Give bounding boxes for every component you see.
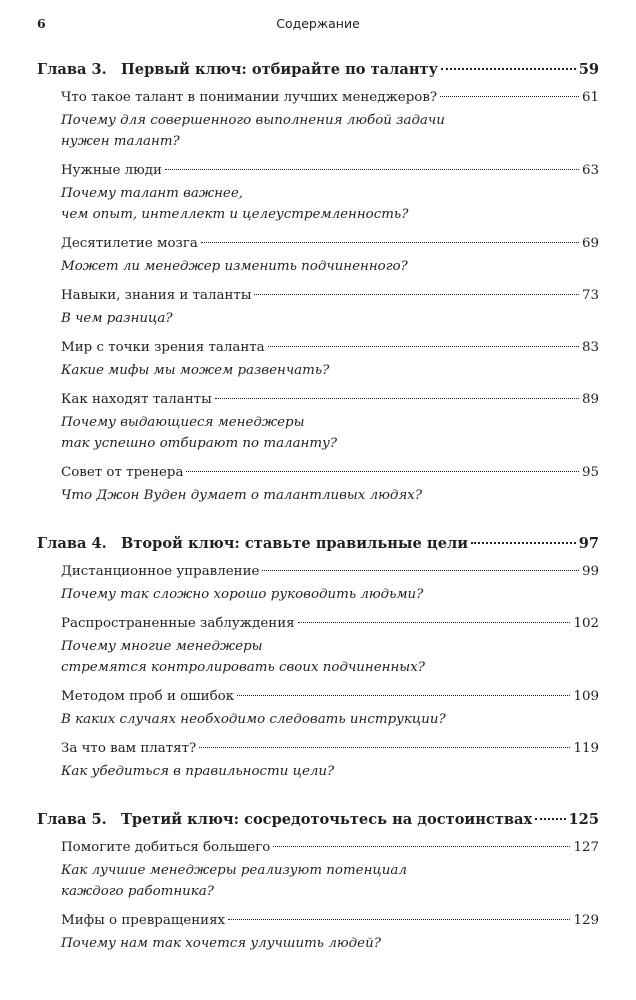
toc-entry[interactable] bbox=[37, 388, 599, 454]
page-number: 6 bbox=[37, 16, 46, 31]
entry-subtitle: Почему талант важнее, чем опыт, интеллект и целеустремленность? bbox=[61, 186, 409, 222]
entry-line bbox=[61, 86, 599, 110]
entry-page-number: 69 bbox=[581, 236, 599, 251]
toc-entry[interactable] bbox=[37, 336, 599, 381]
entry-page-number: 129 bbox=[573, 913, 599, 928]
entry-line bbox=[61, 336, 599, 360]
toc-chapter bbox=[37, 58, 599, 506]
chapter-page-number: 59 bbox=[578, 61, 599, 78]
table-of-contents bbox=[37, 58, 599, 980]
entry-subtitle: Почему многие менеджеры стремятся контролировать своих подчиненных? bbox=[61, 639, 425, 675]
dot-leader bbox=[165, 169, 579, 170]
entry-line bbox=[61, 159, 599, 183]
dot-leader bbox=[298, 622, 571, 623]
entry-title: Совет от тренера bbox=[61, 465, 184, 480]
entry-subtitle: Почему нам так хочется улучшить людей? bbox=[61, 936, 381, 951]
entry-line bbox=[61, 388, 599, 412]
dot-leader bbox=[254, 294, 578, 295]
entry-subtitle: В каких случаях необходимо следовать инструкции? bbox=[61, 712, 446, 727]
dot-leader bbox=[535, 818, 565, 820]
entry-subtitle: Почему для совершенного выполнения любой задачи нужен талант? bbox=[61, 113, 445, 149]
toc-entry[interactable] bbox=[37, 461, 599, 506]
chapter-label: Глава 5. bbox=[37, 811, 107, 828]
entry-page-number: 127 bbox=[573, 840, 599, 855]
chapter-label: Глава 4. bbox=[37, 535, 107, 552]
toc-entry[interactable] bbox=[37, 159, 599, 225]
dot-leader bbox=[186, 471, 578, 472]
entry-title: Распространенные заблуждения bbox=[61, 616, 295, 631]
entry-line bbox=[61, 909, 599, 933]
entry-subtitle: В чем разница? bbox=[61, 311, 173, 326]
entry-title: Помогите добиться большего bbox=[61, 840, 271, 855]
entry-page-number: 89 bbox=[581, 392, 599, 407]
entry-title: Что такое талант в понимании лучших менеджеров? bbox=[61, 90, 438, 105]
chapter-heading[interactable] bbox=[37, 808, 599, 832]
entry-page-number: 83 bbox=[581, 340, 599, 355]
dot-leader bbox=[440, 96, 579, 97]
toc-entry[interactable] bbox=[37, 737, 599, 782]
entry-title: Мир с точки зрения таланта bbox=[61, 340, 265, 355]
chapter-heading[interactable] bbox=[37, 532, 599, 556]
chapter-heading[interactable] bbox=[37, 58, 599, 82]
entry-subtitle: Какие мифы мы можем развенчать? bbox=[61, 363, 330, 378]
running-head bbox=[37, 16, 599, 36]
toc-entry[interactable] bbox=[37, 685, 599, 730]
dot-leader bbox=[262, 570, 579, 571]
dot-leader bbox=[199, 747, 570, 748]
toc-entry[interactable] bbox=[37, 612, 599, 678]
entry-line bbox=[61, 685, 599, 709]
entry-page-number: 73 bbox=[581, 288, 599, 303]
entry-line bbox=[61, 836, 599, 860]
toc-entry[interactable] bbox=[37, 86, 599, 152]
entry-subtitle: Почему так сложно хорошо руководить людьми? bbox=[61, 587, 424, 602]
entry-title: Как находят таланты bbox=[61, 392, 212, 407]
running-title: Содержание bbox=[276, 16, 360, 31]
entry-subtitle: Может ли менеджер изменить подчиненного? bbox=[61, 259, 408, 274]
toc-chapter bbox=[37, 532, 599, 782]
toc-entry[interactable] bbox=[37, 836, 599, 902]
entry-title: За что вам платят? bbox=[61, 741, 197, 756]
entry-page-number: 109 bbox=[573, 689, 599, 704]
toc-chapter bbox=[37, 808, 599, 954]
dot-leader bbox=[441, 68, 576, 70]
toc-entry[interactable] bbox=[37, 560, 599, 605]
entry-subtitle: Как убедиться в правильности цели? bbox=[61, 764, 335, 779]
entry-title: Дистанционное управление bbox=[61, 564, 260, 579]
entry-page-number: 99 bbox=[581, 564, 599, 579]
entry-subtitle: Почему выдающиеся менеджеры так успешно отбирают по таланту? bbox=[61, 415, 338, 451]
chapter-title: Третий ключ: сосредоточьтесь на достоинствах bbox=[121, 811, 533, 828]
entry-line bbox=[61, 461, 599, 485]
chapter-label: Глава 3. bbox=[37, 61, 107, 78]
entry-title: Десятилетие мозга bbox=[61, 236, 198, 251]
entry-title: Навыки, знания и таланты bbox=[61, 288, 252, 303]
entry-page-number: 63 bbox=[581, 163, 599, 178]
toc-entry[interactable] bbox=[37, 284, 599, 329]
entry-line bbox=[61, 612, 599, 636]
entry-page-number: 119 bbox=[573, 741, 599, 756]
entry-page-number: 102 bbox=[573, 616, 599, 631]
dot-leader bbox=[201, 242, 579, 243]
dot-leader bbox=[237, 695, 570, 696]
entry-subtitle: Что Джон Вуден думает о талантливых людях? bbox=[61, 488, 423, 503]
toc-entry[interactable] bbox=[37, 232, 599, 277]
chapter-page-number: 97 bbox=[578, 535, 599, 552]
chapter-title: Первый ключ: отбирайте по таланту bbox=[121, 61, 438, 78]
toc-entry[interactable] bbox=[37, 909, 599, 954]
entry-line bbox=[61, 284, 599, 308]
chapter-title: Второй ключ: ставьте правильные цели bbox=[121, 535, 469, 552]
dot-leader bbox=[228, 919, 570, 920]
entry-line bbox=[61, 560, 599, 584]
entry-subtitle: Как лучшие менеджеры реализуют потенциал каждого работника? bbox=[61, 863, 407, 899]
entry-title: Методом проб и ошибок bbox=[61, 689, 235, 704]
entry-title: Нужные люди bbox=[61, 163, 162, 178]
entry-page-number: 61 bbox=[581, 90, 599, 105]
entry-title: Мифы о превращениях bbox=[61, 913, 226, 928]
dot-leader bbox=[273, 846, 570, 847]
dot-leader bbox=[268, 346, 579, 347]
entry-line bbox=[61, 232, 599, 256]
dot-leader bbox=[471, 542, 576, 544]
dot-leader bbox=[215, 398, 579, 399]
entry-line bbox=[61, 737, 599, 761]
chapter-page-number: 125 bbox=[568, 811, 599, 828]
entry-page-number: 95 bbox=[581, 465, 599, 480]
